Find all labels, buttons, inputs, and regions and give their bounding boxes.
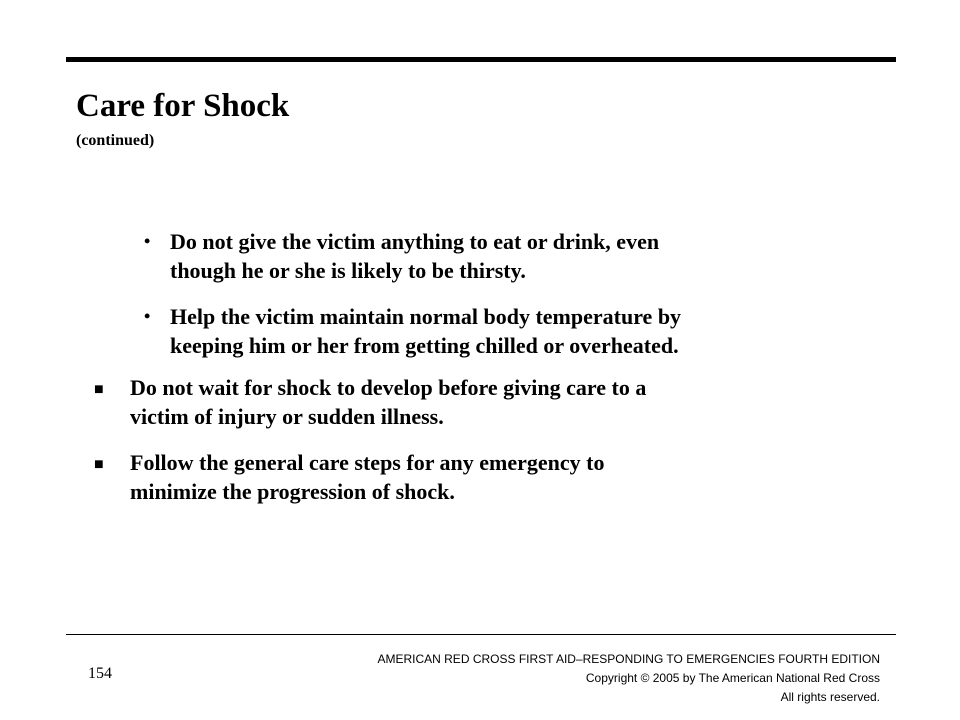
bullet-dot-icon: • (144, 306, 151, 326)
bullet-text-line: Help the victim maintain normal body temperature by (170, 304, 682, 329)
footer-copyright: Copyright © 2005 by The American National Red Cross (585, 671, 880, 685)
footer-divider (66, 634, 896, 635)
bullet-text-line: Follow the general care steps for any emergency to (130, 450, 605, 475)
bullet-text-line: keeping him or her from getting chilled or overheated. (170, 333, 679, 358)
slide-subtitle: (continued) (76, 132, 155, 149)
footer-rights: All rights reserved. (780, 690, 880, 704)
bullet-text-line: though he or she is likely to be thirsty. (170, 258, 526, 283)
bullet-dot-icon: • (144, 231, 151, 251)
bullet-text (130, 373, 646, 431)
bullet-text (130, 448, 605, 506)
bullet-text-line: victim of injury or sudden illness. (130, 404, 444, 429)
bullet-text-line: Do not wait for shock to develop before giving care to a (130, 375, 647, 400)
footer-copyright-block (377, 650, 880, 707)
bullet-square-icon: ■ (94, 456, 104, 473)
bullet-text (170, 302, 681, 360)
page-number: 154 (88, 665, 112, 682)
footer-edition: AMERICAN RED CROSS FIRST AID–RESPONDING TO EMERGENCIES FOURTH EDITION (377, 652, 880, 666)
bullet-text-line: Do not give the victim anything to eat or drink, even (170, 229, 660, 254)
bullet-square-icon: ■ (94, 381, 104, 398)
bullet-text-line: minimize the progression of shock. (130, 479, 455, 504)
bullet-text (170, 227, 659, 285)
top-divider (66, 57, 896, 62)
slide-title: Care for Shock (76, 88, 290, 124)
